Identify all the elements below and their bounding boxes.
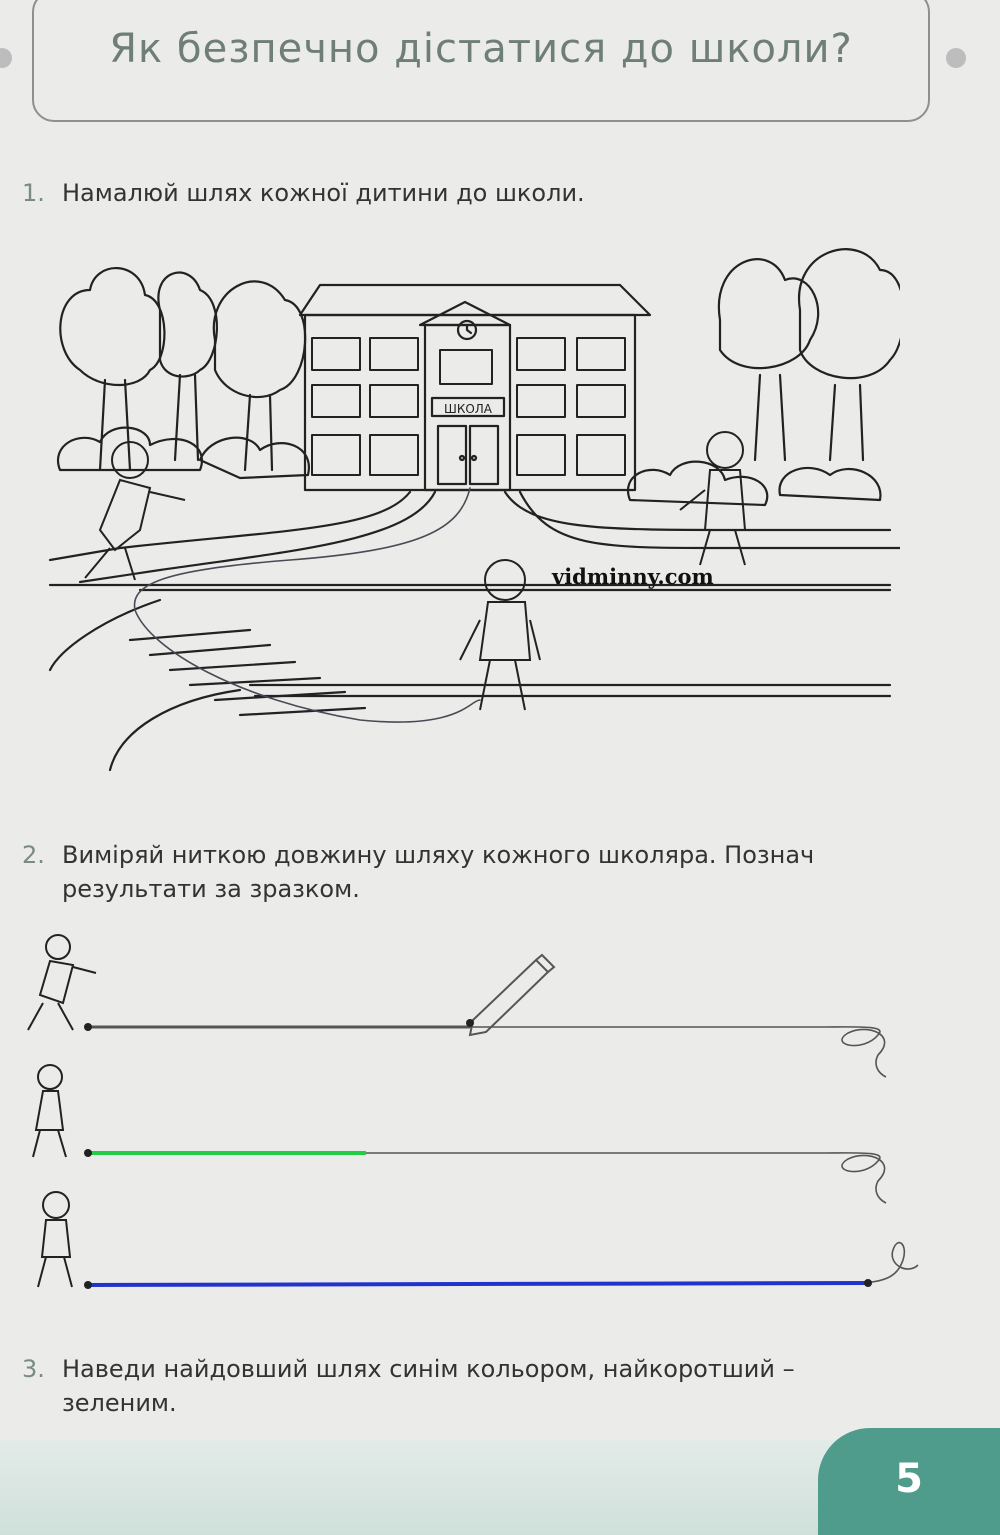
measure-start-dot	[84, 1023, 92, 1031]
measure-lines	[18, 925, 938, 1305]
tree-icon	[719, 249, 900, 460]
girl-small-icon	[33, 1065, 66, 1157]
task-3	[22, 1352, 795, 1420]
measure-line-child	[88, 1283, 868, 1285]
child-icon	[460, 560, 540, 710]
boy-small-icon	[28, 935, 96, 1030]
task-3-text-line2: зеленим.	[62, 1389, 177, 1417]
measure-start-dot	[84, 1149, 92, 1157]
measure-end-dot	[466, 1019, 474, 1027]
pencil-icon	[470, 955, 554, 1035]
task-2-text-line2: результати за зразком.	[62, 875, 360, 903]
child-small-icon	[38, 1192, 72, 1287]
measure-start-dot	[84, 1281, 92, 1289]
left-dot-icon	[0, 48, 12, 68]
school-sign: ШКОЛА	[443, 402, 493, 416]
title-box	[32, 0, 930, 122]
task-1-number: 1.	[22, 179, 45, 207]
page-number: 5	[895, 1456, 923, 1502]
measure-end-dot	[864, 1279, 872, 1287]
school-building	[300, 285, 650, 490]
page-title: Як безпечно дістатися до школи?	[109, 26, 853, 72]
girl-icon	[680, 432, 745, 565]
task-2-number: 2.	[22, 841, 45, 869]
right-dot-icon	[946, 48, 966, 68]
watermark-text: vidminny.com	[552, 564, 714, 589]
task-1-text: Намалюй шлях кожної дитини до школи.	[62, 179, 585, 207]
task-3-number: 3.	[22, 1355, 45, 1383]
task-1	[22, 176, 585, 210]
school-scene-illustration	[40, 230, 900, 780]
page-number-tab	[818, 1428, 1000, 1535]
task-2	[22, 838, 814, 906]
task-2-text-line1: Виміряй ниткою довжину шляху кожного школяра. Познач	[62, 841, 815, 869]
task-3-text-line1: Наведи найдовший шлях синім кольором, найкоротший –	[62, 1355, 795, 1383]
